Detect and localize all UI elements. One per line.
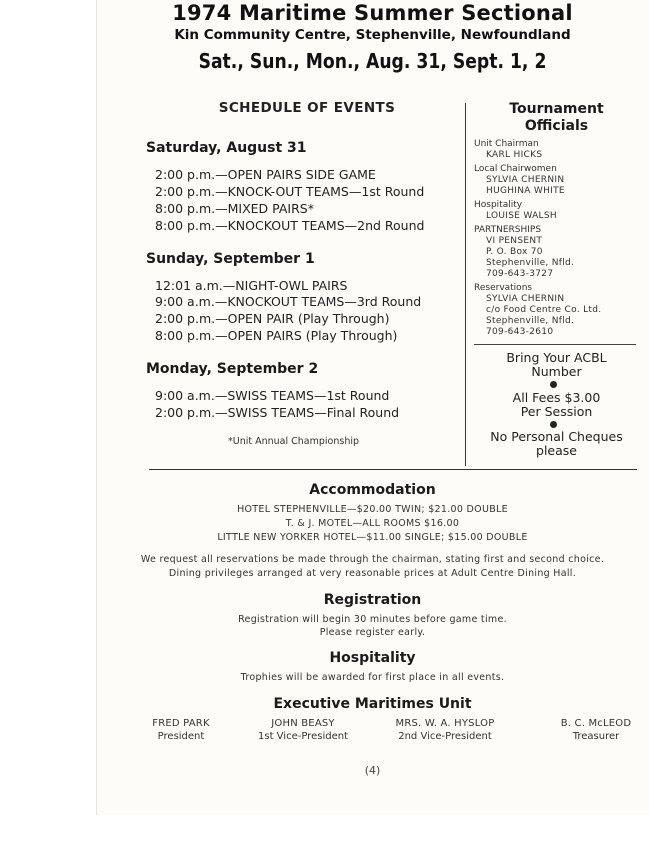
member-title: 1st Vice-President xyxy=(258,731,348,742)
schedule-column xyxy=(146,100,458,447)
official-address: c/o Food Centre Co. Ltd. xyxy=(486,305,602,315)
event-line: 9:00 a.m.—KNOCKOUT TEAMS—3rd Round xyxy=(155,294,422,309)
official-name: KARL HICKS xyxy=(486,150,543,160)
event-line: 8:00 p.m.—OPEN PAIRS (Play Through) xyxy=(155,328,398,343)
official-name: SYLVIA CHERNIN xyxy=(486,294,565,304)
acbl-note-line2: Number xyxy=(531,364,582,379)
registration-line: Registration will begin 30 minutes before game time. xyxy=(238,614,507,625)
member-name: JOHN BEASY xyxy=(271,718,335,729)
official-name: VI PENSENT xyxy=(486,236,543,246)
event-line: 2:00 p.m.—SWISS TEAMS—Final Round xyxy=(155,405,400,420)
event-line: 8:00 p.m.—KNOCKOUT TEAMS—2nd Round xyxy=(155,218,425,233)
member-name: B. C. McLEOD xyxy=(560,718,632,729)
officials-title-line1: Tournament xyxy=(509,101,604,117)
officials-divider xyxy=(474,344,636,345)
event-title: 1974 Maritime Summer Sectional xyxy=(172,1,573,25)
official-address: P. O. Box 70 xyxy=(486,247,543,257)
official-role: PARTNERSHIPS xyxy=(474,225,542,235)
event-line: 2:00 p.m.—OPEN PAIRS SIDE GAME xyxy=(155,167,376,182)
page-number: (4) xyxy=(364,764,381,777)
official-address: Stephenville, Nfld. xyxy=(486,316,575,326)
member-title: 2nd Vice-President xyxy=(398,731,492,742)
executive-member xyxy=(130,718,232,742)
event-line: 12:01 a.m.—NIGHT-OWL PAIRS xyxy=(155,278,348,293)
hospitality-line: Trophies will be awarded for first place in all events. xyxy=(240,672,505,683)
official-phone: 709-643-2610 xyxy=(486,327,554,337)
member-title: President xyxy=(157,731,205,742)
event-venue: Kin Community Centre, Stephenville, Newfoundland xyxy=(174,27,571,43)
official-phone: 709-643-3727 xyxy=(486,269,554,279)
officials-title-line2: Officials xyxy=(524,118,589,134)
event-line: 8:00 p.m.—MIXED PAIRS* xyxy=(155,201,314,216)
day-heading-monday: Monday, September 2 xyxy=(146,361,319,377)
official-role: Local Chairwomen xyxy=(474,164,557,174)
day-heading-saturday: Saturday, August 31 xyxy=(146,140,307,156)
executive-heading: Executive Maritimes Unit xyxy=(273,696,472,712)
cheques-note-line2: please xyxy=(536,443,577,458)
reservation-note: We request all reservations be made through the chairman, stating first and second choice. xyxy=(140,554,605,565)
schedule-title: SCHEDULE OF EVENTS xyxy=(218,100,396,116)
hospitality-heading: Hospitality xyxy=(329,650,416,666)
official-name: SYLVIA CHERNIN xyxy=(486,175,565,185)
hotel-line: HOTEL STEPHENVILLE—$20.00 TWIN; $21.00 DOUBLE xyxy=(237,504,508,515)
registration-line: Please register early. xyxy=(319,627,426,638)
bullet-icon xyxy=(550,421,557,428)
officials-title xyxy=(474,101,639,135)
member-name: MRS. W. A. HYSLOP xyxy=(395,718,495,729)
event-line: 2:00 p.m.—OPEN PAIR (Play Through) xyxy=(155,311,390,326)
section-divider xyxy=(149,469,637,470)
official-address: Stephenville, Nfld. xyxy=(486,258,575,268)
executive-member xyxy=(546,718,646,742)
executive-member xyxy=(244,718,362,742)
bullet-icon xyxy=(550,381,557,388)
acbl-note-line1: Bring Your ACBL xyxy=(506,350,607,365)
event-dates: Sat., Sun., Mon., Aug. 31, Sept. 1, 2 xyxy=(198,49,547,73)
official-role: Reservations xyxy=(474,283,533,293)
schedule-footnote: *Unit Annual Championship xyxy=(228,436,360,447)
fees-note-line2: Per Session xyxy=(520,404,593,419)
event-line: 2:00 p.m.—KNOCK-OUT TEAMS—1st Round xyxy=(155,184,425,199)
page-bottom-margin xyxy=(96,815,649,845)
officials-column xyxy=(474,101,639,337)
official-role: Unit Chairman xyxy=(474,139,539,149)
dining-note: Dining privileges arranged at very reasonable prices at Adult Centre Dining Hall. xyxy=(168,568,577,579)
official-name: HUGHINA WHITE xyxy=(486,186,565,196)
member-name: FRED PARK xyxy=(152,718,210,729)
official-name: LOUISE WALSH xyxy=(486,211,557,221)
page-edge xyxy=(96,0,97,815)
column-divider xyxy=(465,103,466,466)
fees-note-line1: All Fees $3.00 xyxy=(512,390,601,405)
day-heading-sunday: Sunday, September 1 xyxy=(146,251,315,267)
executive-member xyxy=(376,718,514,742)
hotel-line: T. & J. MOTEL—ALL ROOMS $16.00 xyxy=(285,518,460,529)
accommodation-heading: Accommodation xyxy=(309,482,436,498)
member-title: Treasurer xyxy=(572,731,620,742)
cheques-note-line1: No Personal Cheques xyxy=(490,429,623,444)
hotel-line: LITTLE NEW YORKER HOTEL—$11.00 SINGLE; $15.00 DOUBLE xyxy=(217,532,528,543)
event-line: 9:00 a.m.—SWISS TEAMS—1st Round xyxy=(155,388,390,403)
registration-heading: Registration xyxy=(323,592,422,608)
official-role: Hospitality xyxy=(474,200,523,210)
